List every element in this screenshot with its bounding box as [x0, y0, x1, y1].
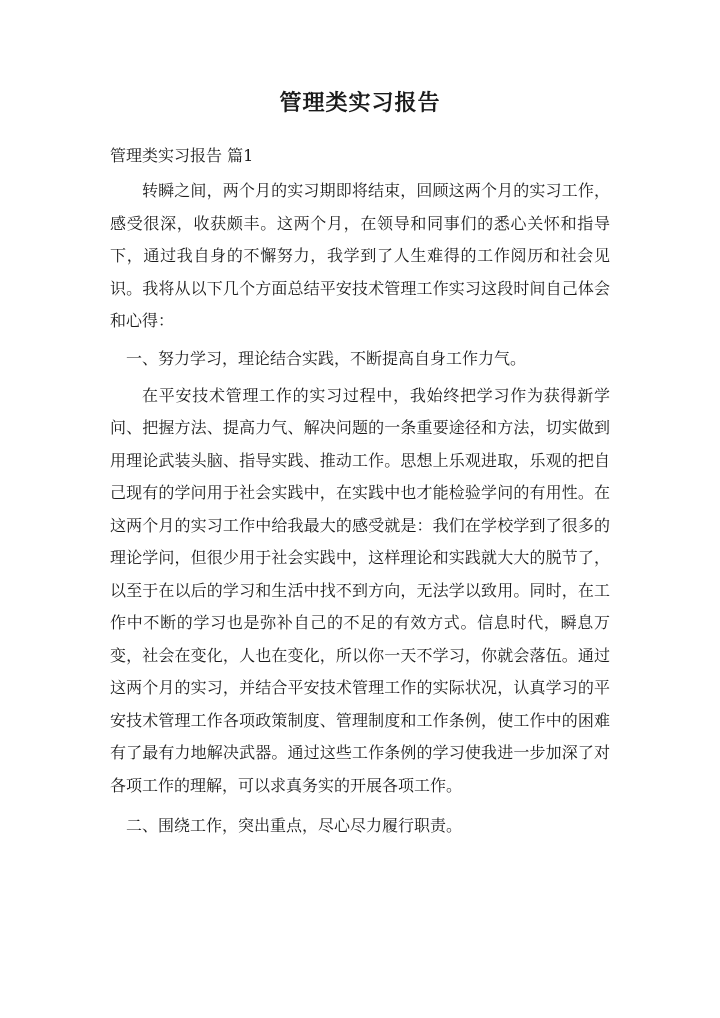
document-body — [110, 140, 610, 847]
point-heading-2: 二、围绕工作，突出重点，尽心尽力履行职责。 — [126, 816, 463, 835]
document-title: 管理类实习报告 — [279, 90, 441, 116]
point-1-paragraph: 在平安技术管理工作的实习过程中，我始终把学习作为获得新学问、把握方法、提高力气、解决问题的一条重要途径和方法，切实做到用理论武装头脑、指导实践、推动工作。思想上乐观进取，乐观的把自己现有的学问用于社会实践中，在实践中也才能检验学问的有用性。在这两个月的实习工作中给我最大的感受就是：我们在学校学到了很多的理论学问，但很少用于社会实践中，这样理论和实践就大大的脱节了，以至于在以后的学习和生活中找不到方向，无法学以致用。同时，在工作中不断的学习也是弥补自己的不足的有效方式。信息时代，瞬息万变，社会在变化，人也在变化，所以你一天不学习，你就会落伍。通过这两个月的实习，并结合平安技术管理工作的实际状况，认真学习的平安技术管理工作各项政策制度、管理制度和工作条例，使工作中的困难有了最有力地解决武器。通过这些工作条例的学习使我进一步加深了对各项工作的理解，可以求真务实的开展各项工作。 — [110, 385, 610, 795]
section-heading: 管理类实习报告 篇1 — [110, 146, 254, 165]
intro-paragraph: 转瞬之间，两个月的实习期即将结束，回顾这两个月的实习工作，感受很深，收获颇丰。这两个月，在领导和同事们的悉心关怀和指导下，通过我自身的不懈努力，我学到了人生难得的工作阅历和社会见识。我将从以下几个方面总结平安技术管理工作实习这段时间自己体会和心得： — [110, 181, 610, 330]
point-heading-1: 一、努力学习，理论结合实践，不断提高自身工作力气。 — [126, 348, 527, 368]
